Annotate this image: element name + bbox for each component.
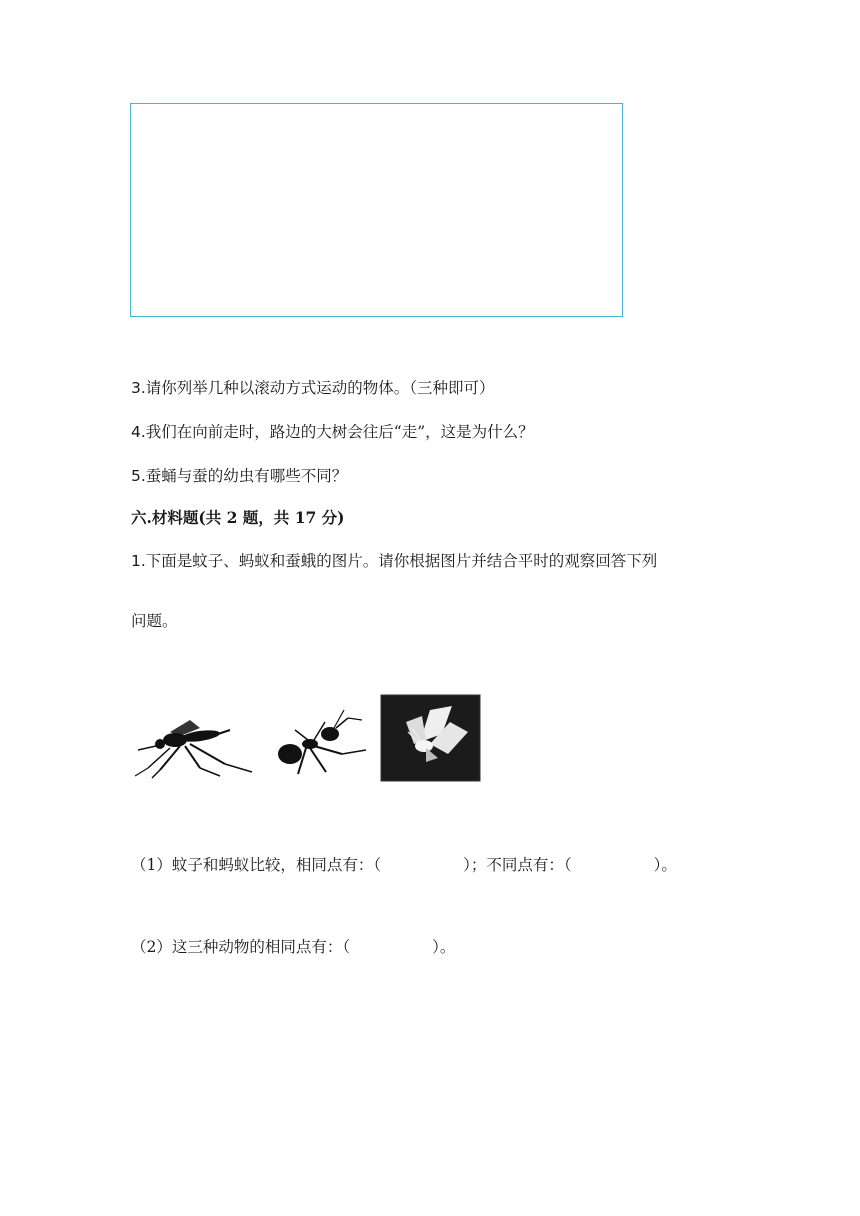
material-question-1-continued: 问题。 xyxy=(131,612,178,630)
insect-pictures xyxy=(130,692,490,784)
mosquito-image xyxy=(135,720,252,778)
question-text: 请你列举几种以滚动方式运动的物体。（三种即可） xyxy=(145,379,495,397)
subquestion-2 xyxy=(131,937,455,957)
question-number: 3. xyxy=(131,379,146,397)
ant-image xyxy=(278,710,366,774)
subquestion-2-prefix: （2）这三种动物的相同点有：（ xyxy=(131,938,351,956)
silkmoth-image xyxy=(381,695,480,781)
question-number: 4. xyxy=(131,423,146,441)
question-text: 蚕蛹与蚕的幼虫有哪些不同？ xyxy=(145,467,348,485)
question-number: 1. xyxy=(131,552,146,570)
question-text: 下面是蚊子、蚂蚁和蚕蛾的图片。请你根据图片并结合平时的观察回答下列 xyxy=(145,552,658,570)
question-3 xyxy=(131,378,495,398)
question-number: 5. xyxy=(131,467,146,485)
subquestion-1-mid: ）；不同点有：（ xyxy=(463,856,572,874)
question-text: 我们在向前走时，路边的大树会往后“走”，这是为什么？ xyxy=(145,423,534,441)
subquestion-1 xyxy=(131,855,677,875)
subquestion-2-suffix: ）。 xyxy=(432,938,456,956)
question-5 xyxy=(131,466,347,486)
answer-box xyxy=(130,103,623,317)
subquestion-1-suffix: ）。 xyxy=(653,856,677,874)
question-4 xyxy=(131,422,534,442)
material-question-1 xyxy=(131,551,657,571)
section-heading: 六.材料题(共 2 题，共 17 分) xyxy=(131,508,345,527)
subquestion-1-prefix: （1）蚊子和蚂蚁比较，相同点有：（ xyxy=(131,856,382,874)
